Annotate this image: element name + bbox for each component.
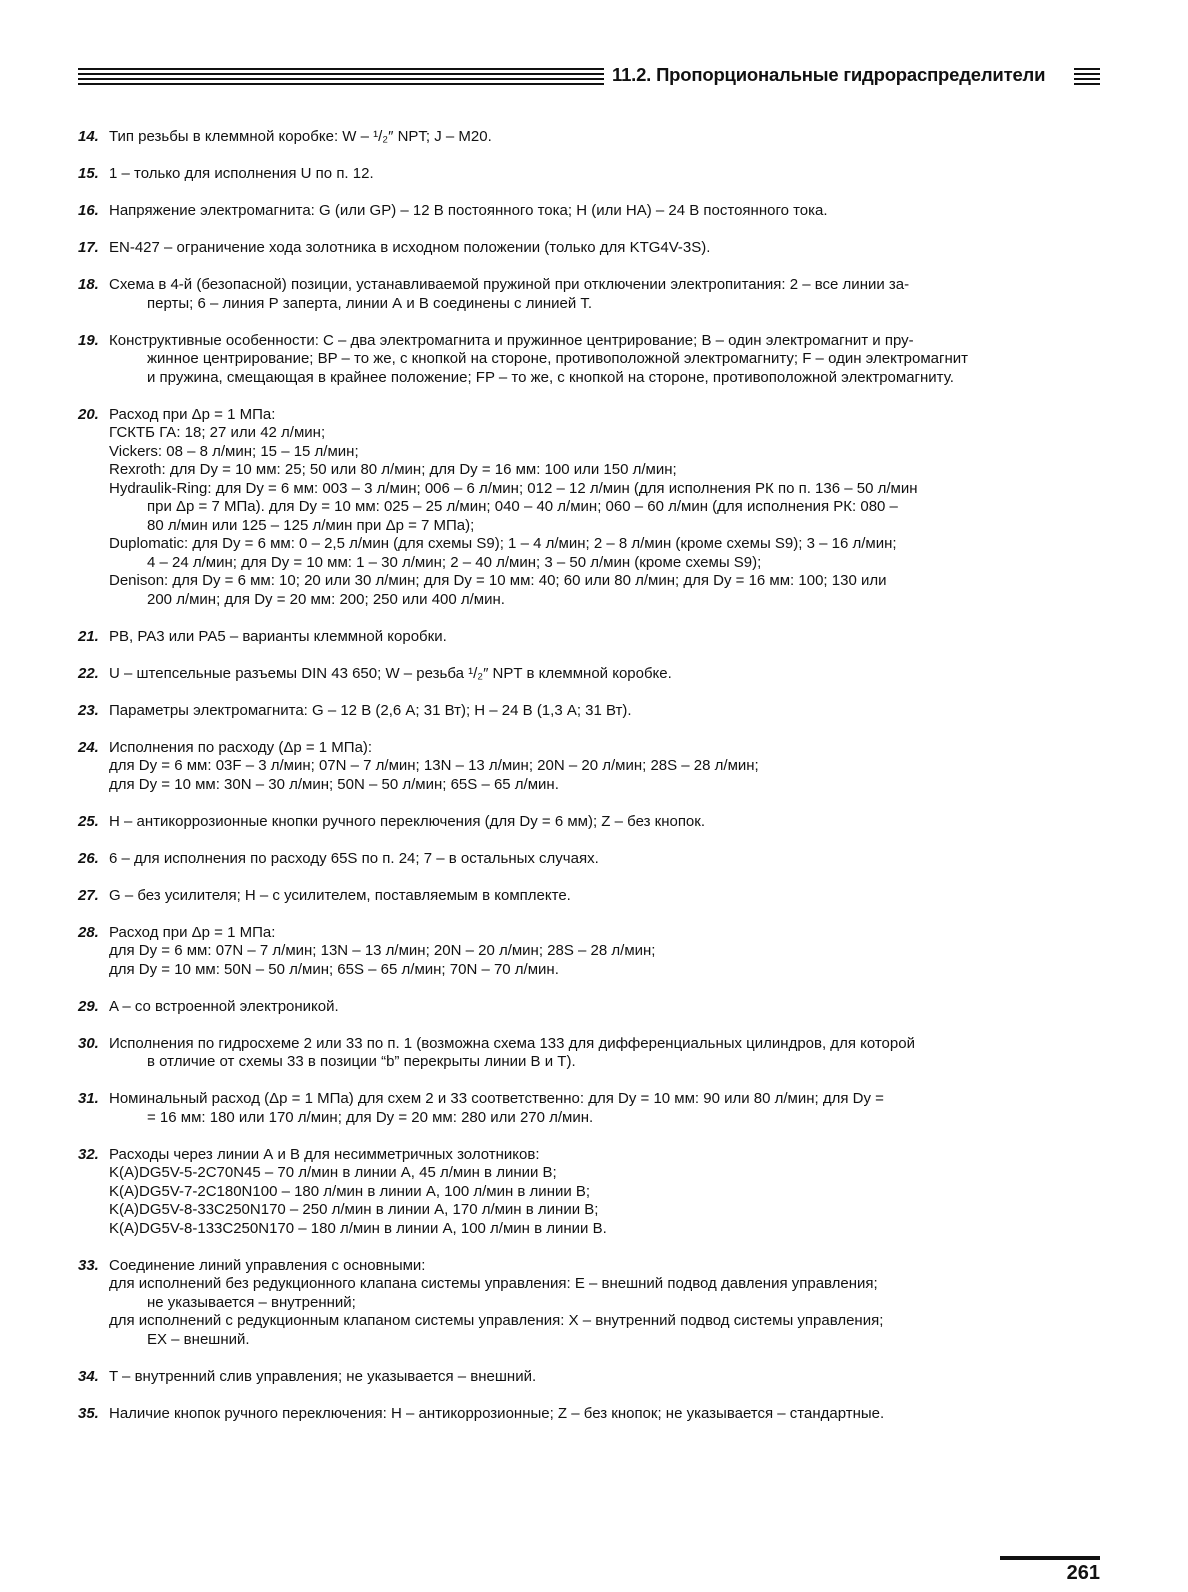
item-line: Напряжение электромагнита: G (или GP) – 12 В постоянного тока; H (или HA) – 24 В постоянного тока. [109,202,828,219]
item-number: 30. [78,1034,99,1052]
item-line: Расход при Δp = 1 МПа: [109,405,276,423]
item-number: 16. [78,202,99,219]
item-line: и пружина, смещающая в крайнее положение; FP – то же, с кнопкой на стороне, противоположной электромагниту. [147,368,954,386]
list-item [78,128,1100,147]
list-item [78,239,1100,258]
item-line: EX – внешний. [147,1330,250,1348]
item-line: для Dy = 6 мм: 03F – 3 л/мин; 07N – 7 л/мин; 13N – 13 л/мин; 20N – 20 л/мин; 28S – 28 л/мин; [109,757,759,774]
list-item [78,276,1100,313]
item-number: 22. [78,664,99,682]
item-line: Исполнения по расходу (Δp = 1 МПа): [109,738,373,756]
list-item [78,702,1100,721]
footer-rule [1000,1556,1100,1560]
header-rule-left [78,68,604,86]
item-line: Конструктивные особенности: C – два электромагнита и пружинное центрирование; B – один электромагнит и пру- [109,331,914,349]
list-item [78,165,1100,184]
item-number: 26. [78,849,99,867]
item-line: K(A)DG5V-8-33C250N170 – 250 л/мин в линии А, 170 л/мин в линии В; [109,1201,599,1218]
item-line: для Dy = 10 мм: 50N – 50 л/мин; 65S – 65 л/мин; 70N – 70 л/мин. [109,960,559,978]
item-line: 200 л/мин; для Dy = 20 мм: 200; 250 или 400 л/мин. [147,590,505,608]
item-line: Расходы через линии А и В для несимметричных золотников: [109,1145,540,1163]
item-line: ГСКТБ ГА: 18; 27 или 42 л/мин; [109,424,326,441]
item-number: 19. [78,331,99,349]
item-number: 31. [78,1090,99,1107]
list-item [78,1368,1100,1387]
item-line: при Δp = 7 МПа). для Dy = 10 мм: 025 – 25 л/мин; 040 – 40 л/мин; 060 – 60 л/мин (для исполнения РК: 080 – [147,498,898,515]
item-number: 14. [78,128,99,145]
item-number: 28. [78,923,99,941]
item-line: A – со встроенной электроникой. [109,997,339,1015]
list-item [78,850,1100,869]
running-header [78,64,1100,92]
item-number: 27. [78,886,99,904]
notes-list [78,128,1100,1442]
header-rule-right [1074,68,1100,86]
item-line: Denison: для Dy = 6 мм: 10; 20 или 30 л/мин; для Dy = 10 мм: 40; 60 или 80 л/мин; для Dy = 16 мм: 100; 130 или [109,572,887,589]
list-item [78,665,1100,684]
list-item [78,924,1100,980]
item-line: Соединение линий управления с основными: [109,1256,426,1274]
list-item [78,202,1100,221]
item-line: Номинальный расход (Δp = 1 МПа) для схем 2 и 33 соответственно: для Dy = 10 мм: 90 или 80 л/мин; для Dy = [109,1090,884,1107]
item-number: 24. [78,738,99,756]
item-number: 29. [78,997,99,1015]
item-number: 18. [78,276,99,293]
list-item [78,1257,1100,1350]
item-line: в отличие от схемы 33 в позиции “b” перекрыты линии В и Т). [147,1053,576,1070]
item-number: 33. [78,1256,99,1274]
item-line: 6 – для исполнения по расходу 65S по п. 24; 7 – в остальных случаях. [109,849,599,867]
list-item [78,1035,1100,1072]
item-line: жинное центрирование; BP – то же, с кнопкой на стороне, противоположной электромагниту; F – один электромагнит [147,350,969,367]
list-item [78,332,1100,388]
item-line: Duplomatic: для Dy = 6 мм: 0 – 2,5 л/мин (для схемы S9); 1 – 4 л/мин; 2 – 8 л/мин (кроме схемы S9); 3 – 16 л/мин; [109,535,897,552]
item-line: 4 – 24 л/мин; для Dy = 10 мм: 1 – 30 л/мин; 2 – 40 л/мин; 3 – 50 л/мин (кроме схемы S9); [147,553,762,571]
page-number: 261 [1066,1562,1100,1584]
item-line: H – антикоррозионные кнопки ручного переключения (для Dy = 6 мм); Z – без кнопок. [109,812,706,830]
item-line: 80 л/мин или 125 – 125 л/мин при Δp = 7 МПа); [147,516,475,534]
list-item [78,1405,1100,1424]
item-line: K(A)DG5V-8-133C250N170 – 180 л/мин в линии А, 100 л/мин в линии В. [109,1219,607,1237]
item-number: 25. [78,812,99,830]
item-line: для исполнений с редукционным клапаном системы управления: X – внутренний подвод системы управления; [109,1312,884,1329]
item-line: PB, PA3 или PA5 – варианты клеммной коробки. [109,627,447,645]
item-line: для Dy = 10 мм: 30N – 30 л/мин; 50N – 50 л/мин; 65S – 65 л/мин. [109,775,559,793]
item-line: Параметры электромагнита: G – 12 В (2,6 А; 31 Вт); H – 24 В (1,3 А; 31 Вт). [109,701,632,719]
item-line: 1 – только для исполнения U по п. 12. [109,165,374,182]
section-title: 11.2. Пропорциональные гидрораспределители [612,64,1046,85]
list-item [78,628,1100,647]
item-line: EN-427 – ограничение хода золотника в исходном положении (только для KTG4V-3S). [109,239,711,256]
item-number: 35. [78,1404,99,1422]
item-line: T – внутренний слив управления; не указывается – внешний. [109,1367,537,1385]
item-number: 23. [78,701,99,719]
list-item [78,813,1100,832]
item-line: для исполнений без редукционного клапана системы управления: E – внешний подвод давления управления; [109,1275,878,1292]
item-number: 17. [78,239,99,256]
item-line: Vickers: 08 – 8 л/мин; 15 – 15 л/мин; [109,442,359,460]
list-item [78,739,1100,795]
item-line: U – штепсельные разъемы DIN 43 650; W – резьба ¹/₂″ NPT в клеммной коробке. [109,664,672,682]
item-line: Расход при Δp = 1 МПа: [109,923,276,941]
item-line: Rexroth: для Dy = 10 мм: 25; 50 или 80 л/мин; для Dy = 16 мм: 100 или 150 л/мин; [109,461,677,478]
item-line: Тип резьбы в клеммной коробке: W – ¹/₂″ NPT; J – M20. [109,128,492,145]
item-line: не указывается – внутренний; [147,1293,356,1311]
item-line: Схема в 4-й (безопасной) позиции, устанавливаемой пружиной при отключении электропитания: 2 – все линии за- [109,276,910,293]
item-number: 21. [78,627,99,645]
list-item [78,998,1100,1017]
list-item [78,1090,1100,1127]
item-line: перты; 6 – линия Р заперта, линии А и В соединены с линией Т. [147,294,593,312]
item-line: для Dy = 6 мм: 07N – 7 л/мин; 13N – 13 л/мин; 20N – 20 л/мин; 28S – 28 л/мин; [109,942,656,959]
item-line: Исполнения по гидросхеме 2 или 33 по п. 1 (возможна схема 133 для дифференциальных цилиндров, для которой [109,1034,915,1052]
item-line: = 16 мм: 180 или 170 л/мин; для Dy = 20 мм: 280 или 270 л/мин. [147,1108,594,1126]
item-line: K(A)DG5V-7-2C180N100 – 180 л/мин в линии А, 100 л/мин в линии В; [109,1182,591,1200]
list-item [78,406,1100,610]
item-number: 20. [78,405,99,423]
item-number: 32. [78,1145,99,1163]
item-number: 15. [78,165,99,182]
item-line: Наличие кнопок ручного переключения: H – антикоррозионные; Z – без кнопок; не указывается – стандартные. [109,1404,885,1422]
item-line: K(A)DG5V-5-2C70N45 – 70 л/мин в линии А, 45 л/мин в линии В; [109,1164,557,1181]
list-item [78,887,1100,906]
item-line: G – без усилителя; H – с усилителем, поставляемым в комплекте. [109,886,571,904]
item-number: 34. [78,1367,99,1385]
item-line: Hydraulik-Ring: для Dy = 6 мм: 003 – 3 л/мин; 006 – 6 л/мин; 012 – 12 л/мин (для исполнения РК по п. 136 – 50 л/мин [109,479,918,497]
list-item [78,1146,1100,1239]
